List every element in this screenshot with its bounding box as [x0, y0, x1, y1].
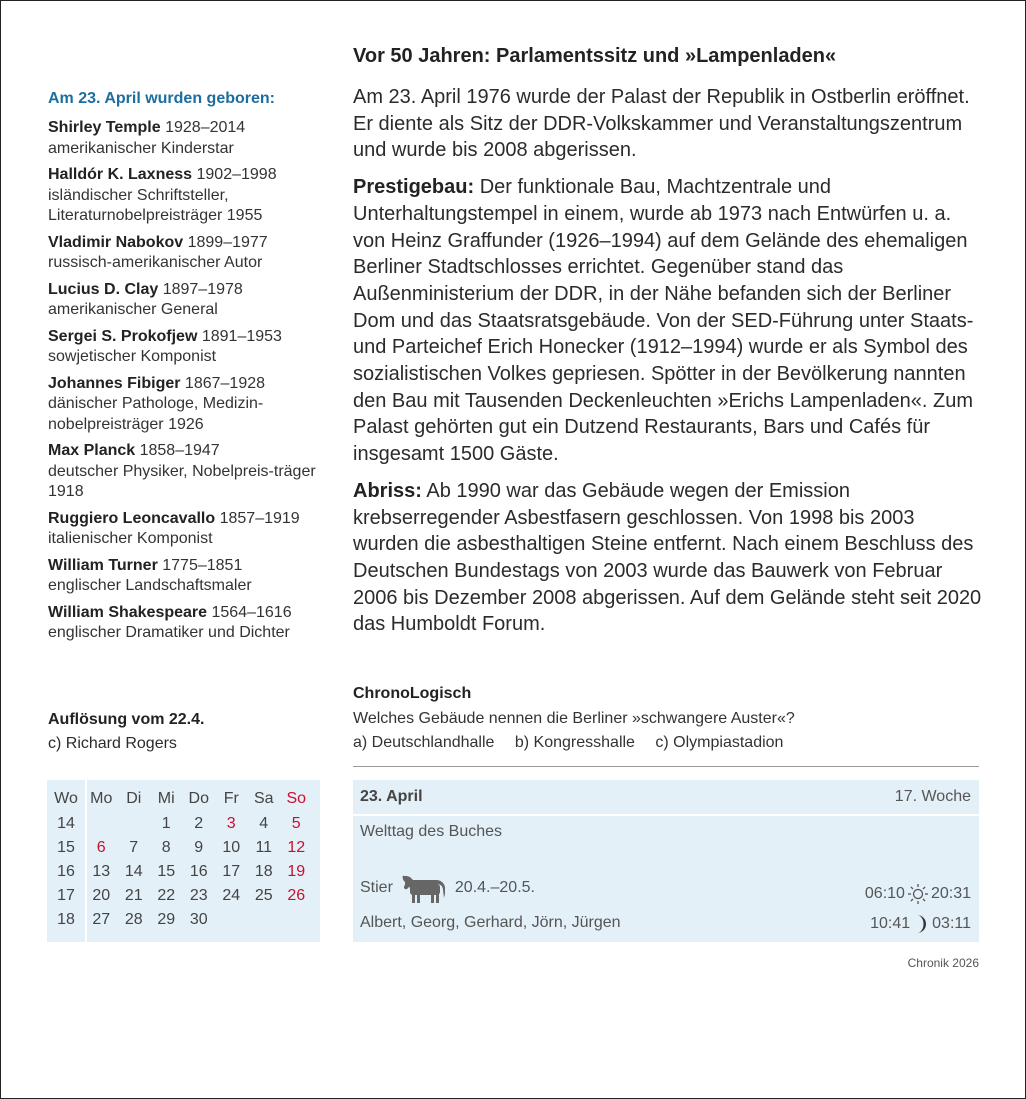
- calendar-day-cell: 3: [226, 815, 236, 832]
- birth-name: Johannes Fibiger: [48, 374, 181, 392]
- birth-name: Lucius D. Clay: [48, 280, 159, 298]
- calendar-day-cell: 11: [255, 839, 273, 856]
- birth-years: 1858–1947: [139, 442, 220, 459]
- calendar-header-cell: Mi: [157, 790, 175, 807]
- section-label: Prestigebau:: [353, 176, 475, 199]
- birth-entry: [48, 441, 333, 503]
- quiz-answers: [353, 731, 983, 756]
- calendar-day-cell: 19: [287, 863, 306, 880]
- birth-entry: [48, 165, 333, 227]
- birth-description: italienischer Komponist: [48, 530, 213, 547]
- calendar-week-row: [47, 812, 313, 836]
- calendar-day-cell: 15: [157, 863, 176, 880]
- birth-description: englischer Landschaftsmaler: [48, 577, 252, 594]
- birth-entry: [48, 233, 333, 274]
- article-section-abriss: [353, 478, 983, 638]
- zodiac-row: [360, 872, 535, 904]
- calendar-day-cell: 2: [194, 815, 204, 832]
- calendar-day-cell: 4: [259, 815, 269, 832]
- week-number-cell: 18: [57, 911, 75, 928]
- calendar-day-cell: [280, 908, 313, 932]
- birth-name: Shirley Temple: [48, 119, 161, 136]
- calendar-day-cell: [248, 908, 281, 932]
- article-intro: Am 23. April 1976 wurde der Palast der Republik in Ostberlin eröffnet. Er diente als Sitz der DDR-Volkskammer und Veranstaltungszentrum und wurde bis 2008 abgerissen.: [353, 86, 970, 162]
- moonset-time: 03:11: [932, 915, 971, 932]
- calendar-day-cell: 28: [124, 911, 143, 928]
- section-text: Der funktionale Bau, Machtzentrale und Unterhaltungstempel in einem, wurde ab 1973 nach Entwürfen u. a. von Heinz Graffunder (1926–1994) auf dem Gelände des ehemaligen Berliner Stadtschlosses errichtet. Gegenüber stand das Außenministerium der DDR, in der Nähe befanden sich der Berliner Dom und das Staatsratsgebäude. Von der SED-Führung unter Staats- und Parteichef Erich Honecker (1912–1994) wurde er als Symbol des sozialistischen Volkes gepriesen. Spötter in der Bevölkerung nannten den Bau mit Tausenden Deckenleuchten »Erichs Lampenladen«. Zum Palast gehörten gut ein Dutzend Restaurants, Bars und Cafés für insgesamt 1500 Gäste.: [353, 176, 974, 466]
- calendar-day-cell: 25: [254, 887, 273, 904]
- calendar-week-row: [47, 884, 313, 908]
- calendar-day-cell: 21: [124, 887, 143, 904]
- sunset-time: 20:31: [930, 885, 971, 902]
- calendar-header-cell: Sa: [253, 790, 274, 807]
- week-number-cell: 14: [57, 815, 75, 832]
- calendar-header-cell: Mo: [90, 790, 113, 807]
- birth-description: deutscher Physiker, Nobelpreis-träger 1918: [48, 462, 316, 500]
- calendar-day-cell: [85, 812, 118, 836]
- birth-description: amerikanischer Kinderstar: [48, 139, 234, 157]
- birth-years: 1891–1953: [201, 327, 282, 345]
- article-section-prestigebau: [353, 174, 983, 468]
- birth-years: 1902–1998: [196, 166, 277, 183]
- calendar-day-cell: [215, 908, 248, 932]
- moonrise-time: 10:41: [870, 915, 911, 932]
- section-label: Abriss:: [353, 479, 422, 502]
- calendar-day-cell: 24: [222, 887, 241, 904]
- calendar-header-cell: Fr: [223, 790, 239, 807]
- day-date: 23. April: [360, 788, 423, 805]
- day-event: Welttag des Buches: [360, 823, 503, 840]
- birth-years: 1857–1919: [219, 509, 300, 527]
- calendar-day-cell: 27: [92, 911, 111, 928]
- calendar-day-cell: 8: [161, 839, 171, 856]
- calendar-day-cell: 29: [157, 911, 176, 928]
- birth-entry: [48, 603, 333, 644]
- calendar-day-cell: 7: [129, 839, 139, 856]
- calendar-week-row: [47, 860, 313, 884]
- calendar-day-cell: 23: [189, 887, 208, 904]
- birth-years: 1899–1977: [187, 233, 268, 251]
- calendar-day-cell: 5: [291, 815, 301, 832]
- name-days: Albert, Georg, Gerhard, Jörn, Jürgen: [360, 914, 621, 931]
- births-title: Am 23. April wurden geboren:: [48, 90, 275, 107]
- calendar-day-cell: 9: [194, 839, 204, 856]
- calendar-day-cell: 18: [254, 863, 273, 880]
- calendar-day-cell: 26: [287, 887, 306, 904]
- calendar-day-cell: [118, 812, 151, 836]
- quiz-answer-a: a) Deutschlandhalle: [353, 734, 495, 751]
- calendar-day-cell: 14: [124, 863, 143, 880]
- birth-entry: [48, 327, 333, 368]
- sun-times: [865, 883, 971, 905]
- quiz-question: Welches Gebäude nennen die Berliner »schwangere Auster«?: [353, 709, 795, 727]
- calendar-header-cell: Do: [188, 790, 209, 807]
- birth-years: 1564–1616: [211, 603, 292, 621]
- birth-years: 1928–2014: [165, 119, 246, 136]
- birth-name: Halldór K. Laxness: [48, 166, 193, 183]
- birth-name: William Turner: [48, 556, 158, 574]
- moon-icon: [912, 914, 930, 934]
- day-header: [353, 780, 979, 816]
- birth-entry: [48, 118, 333, 159]
- bull-icon: [401, 872, 447, 904]
- calendar-header-cell: Wo: [54, 790, 78, 807]
- birth-entry: [48, 374, 333, 436]
- calendar-day-cell: 6: [96, 839, 106, 856]
- calendar-day-cell: 22: [157, 887, 176, 904]
- calendar-day-cell: 20: [92, 887, 111, 904]
- birth-description: dänischer Pathologe, Medizin-nobelpreisträger 1926: [48, 395, 264, 433]
- birth-description: isländischer Schriftsteller, Literaturnobelpreisträger 1955: [48, 186, 263, 224]
- calendar-header-cell: So: [286, 790, 307, 807]
- birth-name: William Shakespeare: [48, 603, 208, 621]
- calendar-day-cell: 12: [287, 839, 306, 856]
- zodiac-name: Stier: [360, 879, 393, 896]
- birth-name: Vladimir Nabokov: [48, 233, 184, 251]
- solution-answer: c) Richard Rogers: [48, 735, 177, 752]
- birth-years: 1897–1978: [162, 280, 243, 298]
- birth-name: Sergei S. Prokofjew: [48, 327, 198, 345]
- quiz-answer-b: b) Kongresshalle: [514, 734, 635, 751]
- birth-entry: [48, 280, 333, 321]
- sunrise-time: 06:10: [864, 885, 905, 902]
- month-calendar: [47, 780, 320, 942]
- births-section: [48, 88, 333, 650]
- week-number-cell: 16: [57, 863, 75, 880]
- calendar-day-cell: 30: [189, 911, 208, 928]
- calendar-day-cell: 13: [92, 863, 111, 880]
- birth-description: sowjetischer Komponist: [48, 348, 217, 365]
- calendar-day-cell: 17: [222, 863, 241, 880]
- quiz-answer-c: c) Olympiastadion: [655, 734, 784, 751]
- birth-entry: [48, 509, 333, 550]
- moon-times: [870, 914, 971, 934]
- divider: [353, 766, 979, 767]
- birth-description: russisch-amerikanischer Autor: [48, 254, 263, 271]
- calendar-header-cell: Di: [126, 790, 142, 807]
- zodiac-range: 20.4.–20.5.: [454, 879, 535, 896]
- solution-title: Auflösung vom 22.4.: [48, 711, 205, 728]
- birth-name: Ruggiero Leoncavallo: [48, 509, 216, 527]
- birth-description: amerikanischer General: [48, 301, 218, 318]
- birth-description: englischer Dramatiker und Dichter: [48, 624, 290, 641]
- day-info-box: [353, 780, 979, 942]
- week-number-cell: 17: [57, 887, 75, 904]
- sun-icon: [907, 883, 929, 905]
- calendar-grid: [47, 786, 313, 932]
- calendar-week-row: [47, 836, 313, 860]
- section-text: Ab 1990 war das Gebäude wegen der Emission krebserregender Asbestfasern geschlossen. Von 1998 bis 2003 wurden die asbesthaltigen Steine entfernt. Nach einem Beschluss des Deutschen Bundestags von 2003 wurde das Bauwerk von Februar 2006 bis Dezember 2008 abgerissen. Auf dem Gelände steht seit 2020 das Humboldt Forum.: [353, 479, 982, 636]
- solution-box: [48, 708, 333, 756]
- week-number-cell: 15: [57, 839, 75, 856]
- calendar-week-row: [47, 908, 313, 932]
- article: [353, 42, 983, 648]
- footer-credit: Chronik 2026: [907, 956, 979, 970]
- quiz-title: ChronoLogisch: [353, 685, 472, 702]
- calendar-day-cell: 16: [189, 863, 208, 880]
- calendar-day-cell: 1: [161, 815, 171, 832]
- article-headline: Vor 50 Jahren: Parlamentssitz und »Lampenladen«: [353, 45, 837, 67]
- birth-entry: [48, 556, 333, 597]
- births-list: [48, 118, 333, 644]
- birth-years: 1775–1851: [162, 556, 243, 574]
- birth-name: Max Planck: [48, 442, 136, 459]
- calendar-day-cell: 10: [222, 839, 241, 856]
- birth-years: 1867–1928: [184, 374, 266, 392]
- week-number: 17. Woche: [894, 788, 971, 805]
- quiz-box: [353, 682, 983, 756]
